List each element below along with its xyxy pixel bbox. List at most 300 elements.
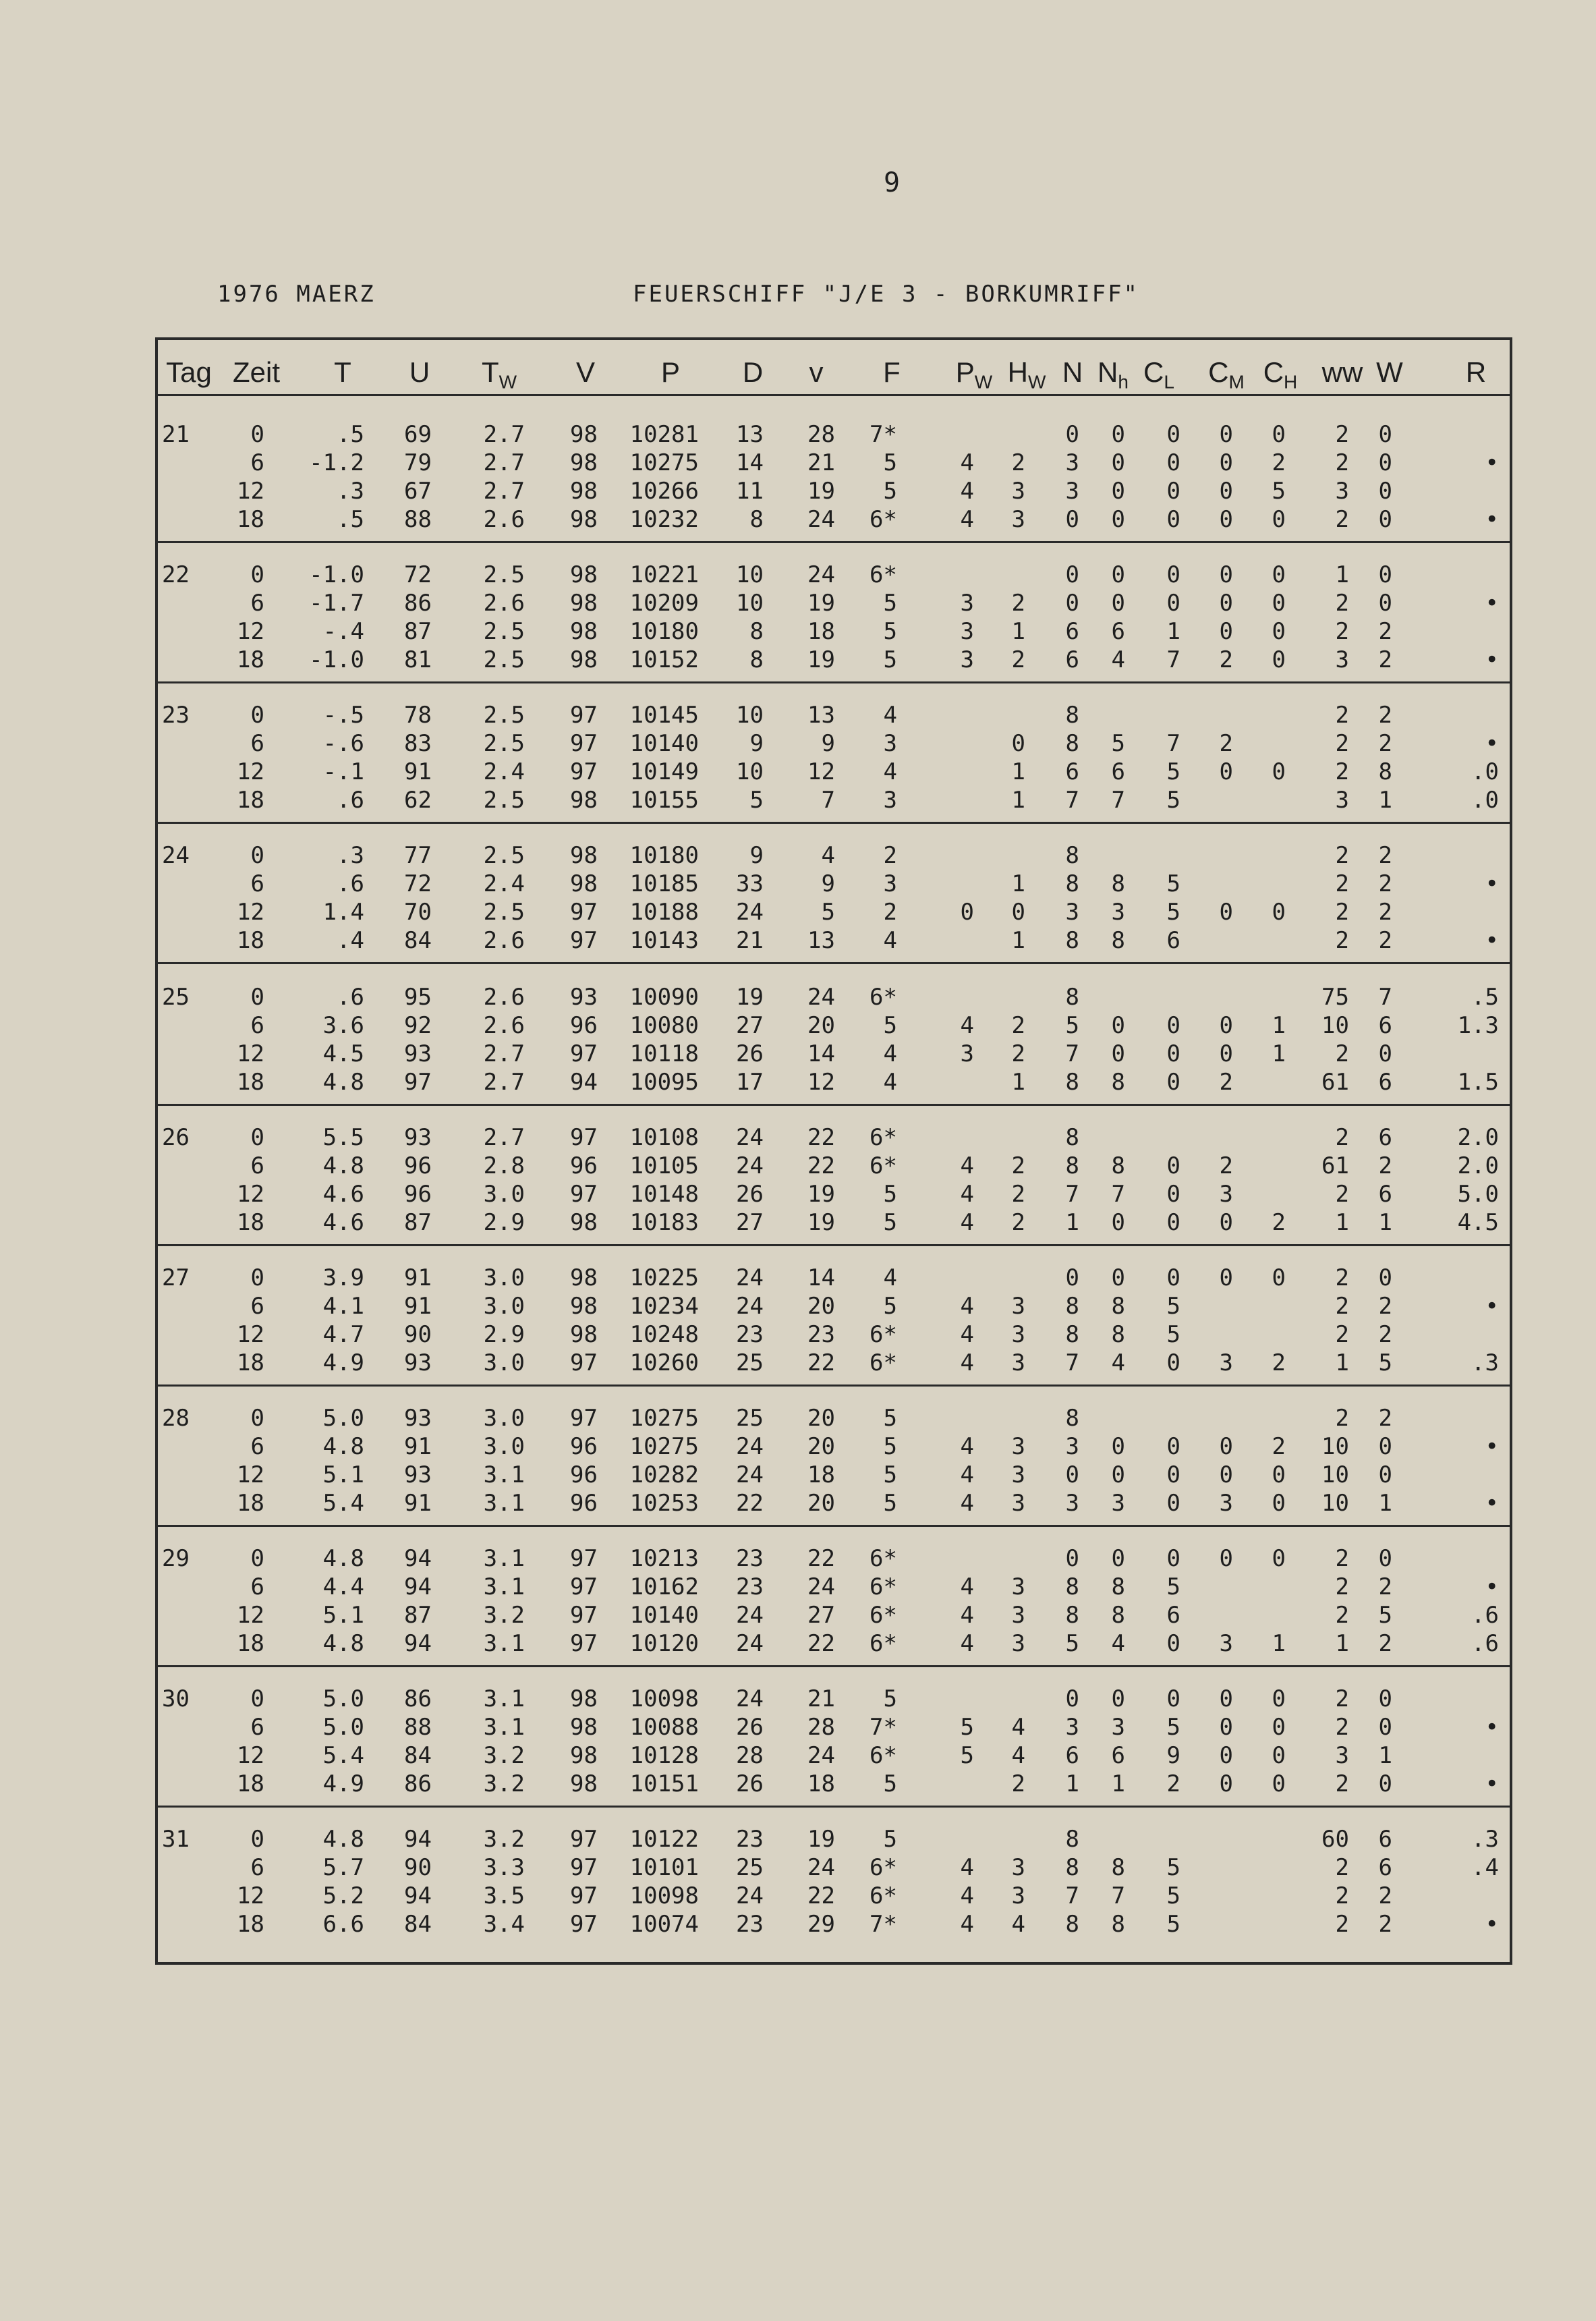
cell-ww: 10 bbox=[1321, 1433, 1349, 1460]
cell-d: 17 bbox=[736, 1069, 764, 1096]
cell-f: 6* bbox=[870, 1321, 897, 1348]
cell-f: 6* bbox=[870, 1124, 897, 1151]
cell-p: 10209 bbox=[629, 590, 699, 617]
cell-p: 10095 bbox=[629, 1069, 699, 1096]
cell-tw: 2.4 bbox=[483, 758, 525, 785]
cell-ww: 2 bbox=[1335, 1882, 1349, 1909]
cell-pw: 5 bbox=[960, 1714, 974, 1741]
cell-w: 2 bbox=[1378, 1573, 1392, 1600]
cell-u: 94 bbox=[404, 1630, 432, 1657]
cell-n: 8 bbox=[1065, 1069, 1079, 1096]
cell-vv: 19 bbox=[807, 1181, 835, 1208]
cell-w: 2 bbox=[1378, 1152, 1392, 1179]
cell-cl: 0 bbox=[1166, 1630, 1180, 1657]
cell-w: 2 bbox=[1378, 899, 1392, 926]
cell-v: 97 bbox=[570, 1911, 598, 1938]
cell-cm: 0 bbox=[1219, 561, 1233, 588]
column-header-zeit bbox=[233, 356, 280, 389]
cell-vv: 22 bbox=[807, 1152, 835, 1179]
cell-v: 98 bbox=[570, 1714, 598, 1741]
cell-f: 5 bbox=[883, 449, 897, 476]
cell-u: 96 bbox=[404, 1181, 432, 1208]
cell-p: 10101 bbox=[629, 1854, 699, 1881]
cell-t: .6 bbox=[337, 787, 364, 814]
cell-hw: 1 bbox=[1011, 787, 1025, 814]
cell-nh: 8 bbox=[1111, 1573, 1125, 1600]
cell-p: 10232 bbox=[629, 506, 699, 533]
cell-w: 0 bbox=[1378, 1545, 1392, 1572]
cell-cl: 0 bbox=[1166, 561, 1180, 588]
cell-cm: 3 bbox=[1219, 1630, 1233, 1657]
day-separator bbox=[158, 1104, 1510, 1106]
cell-nh: 0 bbox=[1111, 449, 1125, 476]
column-header-label: Tag bbox=[166, 356, 212, 388]
column-header-d bbox=[743, 356, 763, 389]
cell-tw: 3.2 bbox=[483, 1826, 525, 1853]
cell-f: 5 bbox=[883, 1685, 897, 1712]
cell-ww: 2 bbox=[1335, 927, 1349, 954]
cell-nh: 8 bbox=[1111, 1911, 1125, 1938]
cell-nh: 8 bbox=[1111, 1321, 1125, 1348]
cell-d: 24 bbox=[736, 1882, 764, 1909]
cell-f: 6* bbox=[870, 1602, 897, 1629]
cell-tw: 2.5 bbox=[483, 899, 525, 926]
cell-r: • bbox=[1485, 1433, 1499, 1460]
cell-nh: 8 bbox=[1111, 927, 1125, 954]
cell-v: 98 bbox=[570, 1321, 598, 1348]
cell-d: 23 bbox=[736, 1545, 764, 1572]
cell-pw: 4 bbox=[960, 478, 974, 505]
cell-vv: 19 bbox=[807, 478, 835, 505]
day-separator bbox=[158, 822, 1510, 824]
cell-v: 96 bbox=[570, 1461, 598, 1488]
cell-d: 24 bbox=[736, 1152, 764, 1179]
cell-ww: 61 bbox=[1321, 1152, 1349, 1179]
cell-d: 8 bbox=[749, 506, 764, 533]
cell-vv: 5 bbox=[821, 899, 835, 926]
cell-v: 96 bbox=[570, 1152, 598, 1179]
cell-p: 10105 bbox=[629, 1152, 699, 1179]
cell-cl: 5 bbox=[1166, 1293, 1180, 1320]
cell-vv: 24 bbox=[807, 1573, 835, 1600]
cell-d: 9 bbox=[749, 842, 764, 869]
cell-zeit: 18 bbox=[237, 1349, 264, 1376]
cell-v: 97 bbox=[570, 1630, 598, 1657]
cell-w: 0 bbox=[1378, 1685, 1392, 1712]
cell-p: 10281 bbox=[629, 421, 699, 448]
cell-t: .3 bbox=[337, 842, 364, 869]
cell-f: 6* bbox=[870, 1349, 897, 1376]
cell-r: • bbox=[1485, 646, 1499, 673]
cell-r: 5.0 bbox=[1457, 1181, 1499, 1208]
cell-zeit: 6 bbox=[250, 1854, 264, 1881]
cell-hw: 1 bbox=[1011, 870, 1025, 897]
cell-ww: 10 bbox=[1321, 1012, 1349, 1039]
cell-n: 6 bbox=[1065, 646, 1079, 673]
cell-cl: 5 bbox=[1166, 758, 1180, 785]
cell-cl: 5 bbox=[1166, 1882, 1180, 1909]
cell-cl: 0 bbox=[1166, 421, 1180, 448]
cell-ww: 1 bbox=[1335, 561, 1349, 588]
cell-n: 0 bbox=[1065, 1461, 1079, 1488]
cell-vv: 12 bbox=[807, 1069, 835, 1096]
cell-pw: 4 bbox=[960, 449, 974, 476]
cell-ch: 2 bbox=[1272, 449, 1286, 476]
cell-r: • bbox=[1485, 870, 1499, 897]
cell-p: 10122 bbox=[629, 1826, 699, 1853]
cell-f: 5 bbox=[883, 618, 897, 645]
cell-t: 4.5 bbox=[322, 1040, 364, 1067]
cell-t: .6 bbox=[337, 984, 364, 1011]
cell-ww: 2 bbox=[1335, 1264, 1349, 1291]
cell-ww: 61 bbox=[1321, 1069, 1349, 1096]
cell-tw: 2.7 bbox=[483, 478, 525, 505]
cell-v: 98 bbox=[570, 1742, 598, 1769]
cell-u: 67 bbox=[404, 478, 432, 505]
cell-pw: 4 bbox=[960, 1630, 974, 1657]
cell-ww: 2 bbox=[1335, 1911, 1349, 1938]
cell-f: 3 bbox=[883, 787, 897, 814]
cell-p: 10074 bbox=[629, 1911, 699, 1938]
cell-w: 0 bbox=[1378, 421, 1392, 448]
column-header-hw bbox=[1008, 356, 1046, 393]
cell-zeit: 12 bbox=[237, 758, 264, 785]
cell-f: 4 bbox=[883, 1040, 897, 1067]
cell-ww: 2 bbox=[1335, 421, 1349, 448]
cell-v: 98 bbox=[570, 1264, 598, 1291]
cell-p: 10149 bbox=[629, 758, 699, 785]
cell-n: 3 bbox=[1065, 478, 1079, 505]
cell-p: 10098 bbox=[629, 1882, 699, 1909]
cell-tw: 3.0 bbox=[483, 1405, 525, 1432]
cell-r: 1.3 bbox=[1457, 1012, 1499, 1039]
cell-f: 6* bbox=[870, 506, 897, 533]
cell-u: 93 bbox=[404, 1349, 432, 1376]
cell-t: 4.7 bbox=[322, 1321, 364, 1348]
cell-w: 6 bbox=[1378, 1069, 1392, 1096]
cell-hw: 2 bbox=[1011, 1152, 1025, 1179]
cell-p: 10108 bbox=[629, 1124, 699, 1151]
cell-hw: 1 bbox=[1011, 1069, 1025, 1096]
cell-p: 10151 bbox=[629, 1770, 699, 1797]
cell-d: 8 bbox=[749, 618, 764, 645]
cell-ww: 2 bbox=[1335, 590, 1349, 617]
cell-nh: 0 bbox=[1111, 561, 1125, 588]
column-header-subscript: H bbox=[1284, 371, 1298, 393]
cell-r: • bbox=[1485, 1714, 1499, 1741]
cell-zeit: 12 bbox=[237, 1181, 264, 1208]
cell-ww: 2 bbox=[1335, 702, 1349, 729]
cell-v: 98 bbox=[570, 1209, 598, 1236]
cell-nh: 3 bbox=[1111, 899, 1125, 926]
cell-f: 5 bbox=[883, 590, 897, 617]
cell-nh: 4 bbox=[1111, 1630, 1125, 1657]
cell-n: 6 bbox=[1065, 758, 1079, 785]
cell-n: 0 bbox=[1065, 561, 1079, 588]
cell-nh: 3 bbox=[1111, 1490, 1125, 1517]
cell-p: 10088 bbox=[629, 1714, 699, 1741]
cell-tw: 3.1 bbox=[483, 1573, 525, 1600]
cell-ww: 2 bbox=[1335, 870, 1349, 897]
cell-f: 5 bbox=[883, 1293, 897, 1320]
cell-v: 97 bbox=[570, 1882, 598, 1909]
cell-nh: 1 bbox=[1111, 1770, 1125, 1797]
cell-t: 5.5 bbox=[322, 1124, 364, 1151]
cell-n: 8 bbox=[1065, 842, 1079, 869]
cell-cl: 0 bbox=[1166, 1349, 1180, 1376]
cell-t: 4.8 bbox=[322, 1826, 364, 1853]
cell-ww: 10 bbox=[1321, 1461, 1349, 1488]
cell-cm: 0 bbox=[1219, 1433, 1233, 1460]
cell-ww: 10 bbox=[1321, 1490, 1349, 1517]
cell-ww: 2 bbox=[1335, 1770, 1349, 1797]
cell-hw: 3 bbox=[1011, 1882, 1025, 1909]
column-header-vv bbox=[809, 356, 824, 389]
cell-d: 14 bbox=[736, 449, 764, 476]
cell-zeit: 6 bbox=[250, 1433, 264, 1460]
cell-f: 6* bbox=[870, 1573, 897, 1600]
cell-vv: 24 bbox=[807, 1742, 835, 1769]
cell-tw: 2.7 bbox=[483, 1040, 525, 1067]
cell-w: 6 bbox=[1378, 1124, 1392, 1151]
cell-pw: 4 bbox=[960, 1490, 974, 1517]
cell-w: 0 bbox=[1378, 478, 1392, 505]
cell-vv: 20 bbox=[807, 1490, 835, 1517]
cell-hw: 3 bbox=[1011, 1854, 1025, 1881]
cell-d: 26 bbox=[736, 1770, 764, 1797]
cell-pw: 4 bbox=[960, 1911, 974, 1938]
cell-zeit: 18 bbox=[237, 1490, 264, 1517]
cell-t: 3.6 bbox=[322, 1012, 364, 1039]
cell-n: 8 bbox=[1065, 1152, 1079, 1179]
cell-zeit: 18 bbox=[237, 506, 264, 533]
cell-t: -.5 bbox=[322, 702, 364, 729]
cell-u: 90 bbox=[404, 1854, 432, 1881]
cell-hw: 2 bbox=[1011, 1770, 1025, 1797]
cell-d: 24 bbox=[736, 1630, 764, 1657]
column-header-label: v bbox=[809, 356, 824, 388]
cell-p: 10090 bbox=[629, 984, 699, 1011]
cell-r: 2.0 bbox=[1457, 1152, 1499, 1179]
column-header-r bbox=[1466, 356, 1486, 389]
cell-u: 88 bbox=[404, 1714, 432, 1741]
cell-ww: 2 bbox=[1335, 758, 1349, 785]
cell-u: 94 bbox=[404, 1545, 432, 1572]
cell-n: 8 bbox=[1065, 1826, 1079, 1853]
cell-pw: 4 bbox=[960, 1209, 974, 1236]
cell-n: 8 bbox=[1065, 927, 1079, 954]
cell-u: 93 bbox=[404, 1040, 432, 1067]
cell-vv: 22 bbox=[807, 1349, 835, 1376]
cell-f: 2 bbox=[883, 842, 897, 869]
cell-nh: 6 bbox=[1111, 618, 1125, 645]
cell-vv: 28 bbox=[807, 1714, 835, 1741]
cell-w: 2 bbox=[1378, 927, 1392, 954]
cell-nh: 8 bbox=[1111, 1152, 1125, 1179]
cell-f: 5 bbox=[883, 1461, 897, 1488]
cell-ww: 60 bbox=[1321, 1826, 1349, 1853]
cell-n: 6 bbox=[1065, 1742, 1079, 1769]
cell-p: 10275 bbox=[629, 1405, 699, 1432]
cell-cl: 5 bbox=[1166, 1321, 1180, 1348]
cell-zeit: 12 bbox=[237, 899, 264, 926]
cell-t: 3.9 bbox=[322, 1264, 364, 1291]
cell-tw: 2.7 bbox=[483, 1124, 525, 1151]
cell-u: 62 bbox=[404, 787, 432, 814]
cell-zeit: 6 bbox=[250, 590, 264, 617]
cell-pw: 4 bbox=[960, 1152, 974, 1179]
cell-ch: 0 bbox=[1272, 1714, 1286, 1741]
cell-w: 0 bbox=[1378, 506, 1392, 533]
cell-vv: 22 bbox=[807, 1545, 835, 1572]
cell-zeit: 18 bbox=[237, 1630, 264, 1657]
cell-ww: 3 bbox=[1335, 787, 1349, 814]
cell-zeit: 18 bbox=[237, 927, 264, 954]
cell-zeit: 0 bbox=[250, 1826, 264, 1853]
cell-n: 8 bbox=[1065, 1602, 1079, 1629]
day-separator bbox=[158, 1385, 1510, 1387]
cell-u: 86 bbox=[404, 590, 432, 617]
cell-hw: 3 bbox=[1011, 1573, 1025, 1600]
cell-ch: 0 bbox=[1272, 1770, 1286, 1797]
cell-ch: 2 bbox=[1272, 1349, 1286, 1376]
cell-ch: 0 bbox=[1272, 899, 1286, 926]
cell-cl: 6 bbox=[1166, 927, 1180, 954]
cell-tw: 3.1 bbox=[483, 1461, 525, 1488]
cell-r: 4.5 bbox=[1457, 1209, 1499, 1236]
cell-t: 5.4 bbox=[322, 1742, 364, 1769]
cell-u: 86 bbox=[404, 1685, 432, 1712]
cell-tw: 2.5 bbox=[483, 561, 525, 588]
cell-cl: 1 bbox=[1166, 618, 1180, 645]
cell-v: 98 bbox=[570, 506, 598, 533]
cell-ww: 2 bbox=[1335, 1124, 1349, 1151]
cell-ch: 0 bbox=[1272, 1742, 1286, 1769]
cell-hw: 1 bbox=[1011, 618, 1025, 645]
day-label: 24 bbox=[162, 842, 190, 869]
cell-nh: 0 bbox=[1111, 506, 1125, 533]
cell-w: 5 bbox=[1378, 1602, 1392, 1629]
cell-tw: 3.2 bbox=[483, 1742, 525, 1769]
cell-f: 3 bbox=[883, 870, 897, 897]
cell-d: 22 bbox=[736, 1490, 764, 1517]
day-label: 23 bbox=[162, 702, 190, 729]
cell-n: 7 bbox=[1065, 787, 1079, 814]
cell-p: 10155 bbox=[629, 787, 699, 814]
day-label: 25 bbox=[162, 984, 190, 1011]
cell-w: 2 bbox=[1378, 1911, 1392, 1938]
cell-nh: 5 bbox=[1111, 730, 1125, 757]
cell-zeit: 18 bbox=[237, 1209, 264, 1236]
cell-u: 72 bbox=[404, 561, 432, 588]
column-header-label: C bbox=[1143, 356, 1164, 388]
cell-vv: 24 bbox=[807, 561, 835, 588]
cell-f: 4 bbox=[883, 927, 897, 954]
cell-t: -1.0 bbox=[309, 561, 364, 588]
cell-pw: 4 bbox=[960, 1293, 974, 1320]
cell-ww: 2 bbox=[1335, 842, 1349, 869]
cell-ww: 2 bbox=[1335, 506, 1349, 533]
cell-hw: 2 bbox=[1011, 590, 1025, 617]
day-label: 29 bbox=[162, 1545, 190, 1572]
cell-vv: 23 bbox=[807, 1321, 835, 1348]
cell-p: 10183 bbox=[629, 1209, 699, 1236]
cell-n: 7 bbox=[1065, 1040, 1079, 1067]
column-header-label: D bbox=[742, 356, 764, 388]
cell-v: 98 bbox=[570, 421, 598, 448]
cell-cl: 0 bbox=[1166, 1545, 1180, 1572]
cell-ch: 0 bbox=[1272, 758, 1286, 785]
cell-n: 1 bbox=[1065, 1209, 1079, 1236]
cell-tw: 2.7 bbox=[483, 449, 525, 476]
cell-cm: 0 bbox=[1219, 1714, 1233, 1741]
cell-f: 6* bbox=[870, 1882, 897, 1909]
cell-tw: 2.5 bbox=[483, 702, 525, 729]
cell-tw: 2.4 bbox=[483, 870, 525, 897]
cell-ww: 3 bbox=[1335, 646, 1349, 673]
column-header-label: V bbox=[575, 356, 596, 388]
cell-hw: 4 bbox=[1011, 1911, 1025, 1938]
cell-pw: 4 bbox=[960, 1882, 974, 1909]
cell-cl: 0 bbox=[1166, 1490, 1180, 1517]
cell-w: 1 bbox=[1378, 1742, 1392, 1769]
cell-t: 4.8 bbox=[322, 1152, 364, 1179]
column-header-subscript: M bbox=[1228, 371, 1245, 393]
cell-t: 5.4 bbox=[322, 1490, 364, 1517]
cell-r: • bbox=[1485, 1911, 1499, 1938]
cell-f: 7* bbox=[870, 1911, 897, 1938]
cell-pw: 4 bbox=[960, 1181, 974, 1208]
cell-v: 97 bbox=[570, 1854, 598, 1881]
cell-p: 10180 bbox=[629, 842, 699, 869]
cell-zeit: 0 bbox=[250, 984, 264, 1011]
cell-cl: 0 bbox=[1166, 1012, 1180, 1039]
cell-v: 98 bbox=[570, 646, 598, 673]
cell-p: 10143 bbox=[629, 927, 699, 954]
cell-p: 10221 bbox=[629, 561, 699, 588]
cell-vv: 18 bbox=[807, 618, 835, 645]
cell-zeit: 18 bbox=[237, 646, 264, 673]
cell-cm: 2 bbox=[1219, 646, 1233, 673]
cell-vv: 20 bbox=[807, 1433, 835, 1460]
cell-d: 27 bbox=[736, 1209, 764, 1236]
cell-f: 4 bbox=[883, 1264, 897, 1291]
cell-vv: 18 bbox=[807, 1461, 835, 1488]
cell-ch: 1 bbox=[1272, 1630, 1286, 1657]
cell-vv: 20 bbox=[807, 1293, 835, 1320]
cell-w: 2 bbox=[1378, 1630, 1392, 1657]
cell-t: 5.1 bbox=[322, 1602, 364, 1629]
cell-p: 10185 bbox=[629, 870, 699, 897]
cell-d: 13 bbox=[736, 421, 764, 448]
cell-v: 98 bbox=[570, 870, 598, 897]
cell-v: 98 bbox=[570, 1770, 598, 1797]
cell-nh: 4 bbox=[1111, 1349, 1125, 1376]
cell-t: .6 bbox=[337, 870, 364, 897]
cell-u: 97 bbox=[404, 1069, 432, 1096]
cell-nh: 0 bbox=[1111, 1685, 1125, 1712]
cell-f: 7* bbox=[870, 421, 897, 448]
cell-p: 10128 bbox=[629, 1742, 699, 1769]
cell-cm: 0 bbox=[1219, 1770, 1233, 1797]
cell-zeit: 6 bbox=[250, 449, 264, 476]
cell-hw: 2 bbox=[1011, 1209, 1025, 1236]
cell-ch: 1 bbox=[1272, 1040, 1286, 1067]
cell-nh: 0 bbox=[1111, 1433, 1125, 1460]
cell-pw: 4 bbox=[960, 506, 974, 533]
cell-hw: 3 bbox=[1011, 1433, 1025, 1460]
cell-nh: 8 bbox=[1111, 870, 1125, 897]
